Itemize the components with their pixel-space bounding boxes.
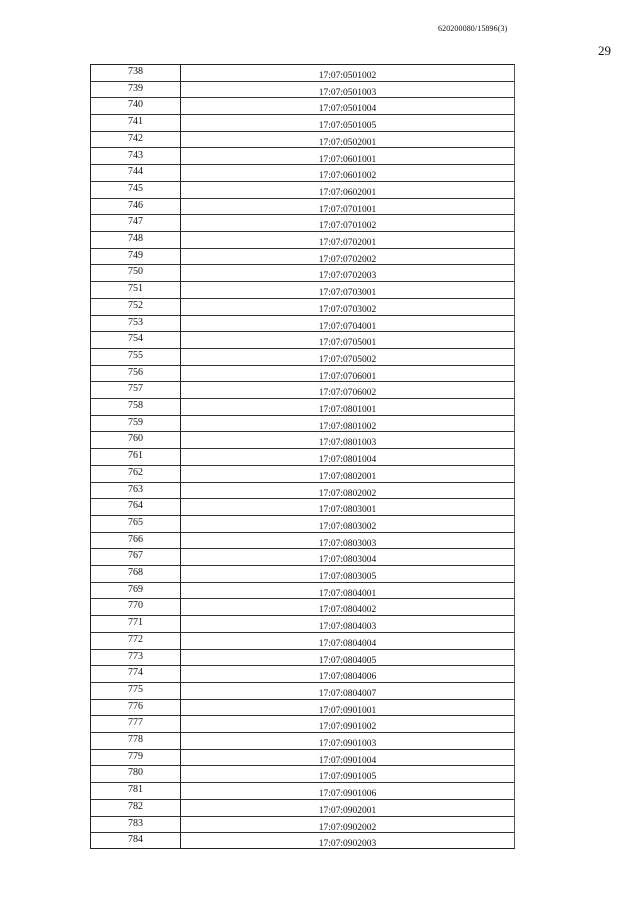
cadastral-code-cell: 17:07:0705002 [318, 354, 377, 365]
cadastral-code-cell: 17:07:0802002 [318, 488, 377, 499]
document-code: 620200080/15896(3) [438, 24, 508, 33]
row-number-cell: 744 [128, 166, 143, 178]
cadastral-code-cell: 17:07:0804002 [318, 605, 377, 616]
row-number-cell: 778 [128, 734, 143, 746]
table-row [91, 282, 514, 299]
cadastral-code-cell: 17:07:0601001 [318, 154, 377, 165]
cadastral-code-cell: 17:07:0802001 [318, 471, 377, 482]
cadastral-code-cell: 17:07:0702002 [318, 254, 377, 265]
table-row [91, 599, 514, 616]
cadastral-code-cell: 17:07:0501005 [318, 121, 377, 132]
table-row [91, 366, 514, 383]
row-number-cell: 781 [128, 784, 143, 796]
row-number-cell: 755 [128, 349, 143, 361]
row-number-cell: 782 [128, 800, 143, 812]
row-number-cell: 765 [128, 516, 143, 528]
row-number-cell: 746 [128, 199, 143, 211]
table-row [91, 399, 514, 416]
row-number-cell: 767 [128, 550, 143, 562]
cadastral-code-cell: 17:07:0501002 [318, 71, 377, 81]
table-row [91, 199, 514, 216]
cadastral-code-cell: 17:07:0703001 [318, 288, 377, 299]
table-row [91, 483, 514, 500]
cadastral-code-cell: 17:07:0703002 [318, 304, 377, 315]
table-row [91, 466, 514, 483]
table-row [91, 683, 514, 700]
table-row [91, 149, 514, 166]
cadastral-code-cell: 17:07:0501004 [318, 104, 377, 115]
row-number-cell: 749 [128, 249, 143, 261]
table-row [91, 666, 514, 683]
row-number-cell: 740 [128, 99, 143, 111]
row-number-cell: 748 [128, 233, 143, 245]
table-row [91, 766, 514, 783]
row-number-cell: 762 [128, 466, 143, 478]
row-number-cell: 768 [128, 567, 143, 579]
cadastral-code-cell: 17:07:0801004 [318, 455, 377, 466]
cadastral-code-cell: 17:07:0701001 [318, 204, 377, 215]
table-row [91, 800, 514, 817]
row-number-cell: 777 [128, 717, 143, 729]
table-row [91, 215, 514, 232]
table-row [91, 432, 514, 449]
cadastral-code-cell: 17:07:0902002 [318, 822, 377, 833]
table-row [91, 98, 514, 115]
table-row [91, 499, 514, 516]
cadastral-code-cell: 17:07:0702003 [318, 271, 377, 282]
row-number-cell: 743 [128, 149, 143, 161]
row-number-cell: 756 [128, 366, 143, 378]
table-row [91, 566, 514, 583]
cadastral-code-cell: 17:07:0706002 [318, 388, 377, 399]
row-number-cell: 761 [128, 450, 143, 462]
table-row [91, 750, 514, 767]
table-row [91, 716, 514, 733]
cadastral-code-cell: 17:07:0803003 [318, 538, 377, 549]
table-row [91, 316, 514, 333]
cadastral-code-cell: 17:07:0804004 [318, 638, 377, 649]
cadastral-code-cell: 17:07:0803005 [318, 572, 377, 583]
table-row [91, 132, 514, 149]
cadastral-code-cell: 17:07:0804006 [318, 672, 377, 683]
row-number-cell: 753 [128, 316, 143, 328]
row-number-cell: 752 [128, 299, 143, 311]
table-row [91, 700, 514, 717]
table-row [91, 533, 514, 550]
cadastral-code-cell: 17:07:0803002 [318, 521, 377, 532]
row-number-cell: 741 [128, 116, 143, 128]
cadastral-code-cell: 17:07:0901004 [318, 755, 377, 766]
cadastral-code-cell: 17:07:0801002 [318, 421, 377, 432]
cadastral-code-cell: 17:07:0804007 [318, 688, 377, 699]
table-row [91, 583, 514, 600]
cadastral-code-cell: 17:07:0706001 [318, 371, 377, 382]
cadastral-code-cell: 17:07:0901001 [318, 705, 377, 716]
table-row [91, 165, 514, 182]
cadastral-code-cell: 17:07:0502001 [318, 137, 377, 148]
cadastral-code-cell: 17:07:0803004 [318, 555, 377, 566]
row-number-cell: 773 [128, 650, 143, 662]
table-row [91, 817, 514, 834]
cadastral-code-cell: 17:07:0902003 [318, 839, 377, 850]
row-number-cell: 779 [128, 750, 143, 762]
row-number-cell: 774 [128, 667, 143, 679]
cadastral-code-cell: 17:07:0803001 [318, 505, 377, 516]
row-number-cell: 783 [128, 817, 143, 829]
row-number-cell: 771 [128, 617, 143, 629]
cadastral-code-cell: 17:07:0901005 [318, 772, 377, 783]
cadastral-code-cell: 17:07:0902001 [318, 805, 377, 816]
cadastral-code-cell: 17:07:0804003 [318, 622, 377, 633]
row-number-cell: 754 [128, 333, 143, 345]
cadastral-code-cell: 17:07:0602001 [318, 187, 377, 198]
cadastral-code-cell: 17:07:0702001 [318, 238, 377, 249]
cadastral-code-cell: 17:07:0501003 [318, 87, 377, 98]
table-row [91, 232, 514, 249]
row-number-cell: 750 [128, 266, 143, 278]
cadastral-code-cell: 17:07:0705001 [318, 338, 377, 349]
row-number-cell: 770 [128, 600, 143, 612]
cadastral-code-cell: 17:07:0901002 [318, 722, 377, 733]
row-number-cell: 759 [128, 416, 143, 428]
table-row [91, 416, 514, 433]
cadastral-code-cell: 17:07:0901003 [318, 739, 377, 750]
table-row [91, 733, 514, 750]
table-row [91, 382, 514, 399]
row-number-cell: 745 [128, 182, 143, 194]
cadastral-code-cell: 17:07:0704001 [318, 321, 377, 332]
row-number-cell: 760 [128, 433, 143, 445]
row-number-cell: 776 [128, 700, 143, 712]
row-number-cell: 764 [128, 500, 143, 512]
table-row [91, 833, 514, 850]
row-number-cell: 772 [128, 633, 143, 645]
row-number-cell: 780 [128, 767, 143, 779]
row-number-cell: 766 [128, 533, 143, 545]
table-row [91, 299, 514, 316]
row-number-cell: 738 [128, 66, 143, 77]
row-number-cell: 758 [128, 400, 143, 412]
row-number-cell: 739 [128, 82, 143, 94]
table-row [91, 516, 514, 533]
table-row [91, 115, 514, 132]
table-row [91, 249, 514, 266]
table-row [91, 349, 514, 366]
row-number-cell: 763 [128, 483, 143, 495]
table-row [91, 82, 514, 99]
table-row [91, 650, 514, 667]
cadastral-code-cell: 17:07:0701002 [318, 221, 377, 232]
cadastral-table [90, 64, 515, 849]
row-number-cell: 784 [128, 834, 143, 846]
row-number-cell: 742 [128, 132, 143, 144]
cadastral-code-cell: 17:07:0804005 [318, 655, 377, 666]
row-number-cell: 747 [128, 216, 143, 228]
row-number-cell: 757 [128, 383, 143, 395]
row-number-cell: 751 [128, 283, 143, 295]
page-number: 29 [598, 43, 611, 58]
table-row [91, 182, 514, 199]
row-number-cell: 775 [128, 683, 143, 695]
table-row [91, 616, 514, 633]
table-row [91, 633, 514, 650]
table-row [91, 783, 514, 800]
table-row [91, 449, 514, 466]
table-row [91, 265, 514, 282]
table-row [91, 549, 514, 566]
cadastral-code-cell: 17:07:0801001 [318, 405, 377, 416]
cadastral-code-cell: 17:07:0601002 [318, 171, 377, 182]
cadastral-code-cell: 17:07:0801003 [318, 438, 377, 449]
cadastral-code-cell: 17:07:0901006 [318, 789, 377, 800]
table-row [91, 65, 514, 82]
row-number-cell: 769 [128, 583, 143, 595]
table-row [91, 332, 514, 349]
cadastral-code-cell: 17:07:0804001 [318, 588, 377, 599]
